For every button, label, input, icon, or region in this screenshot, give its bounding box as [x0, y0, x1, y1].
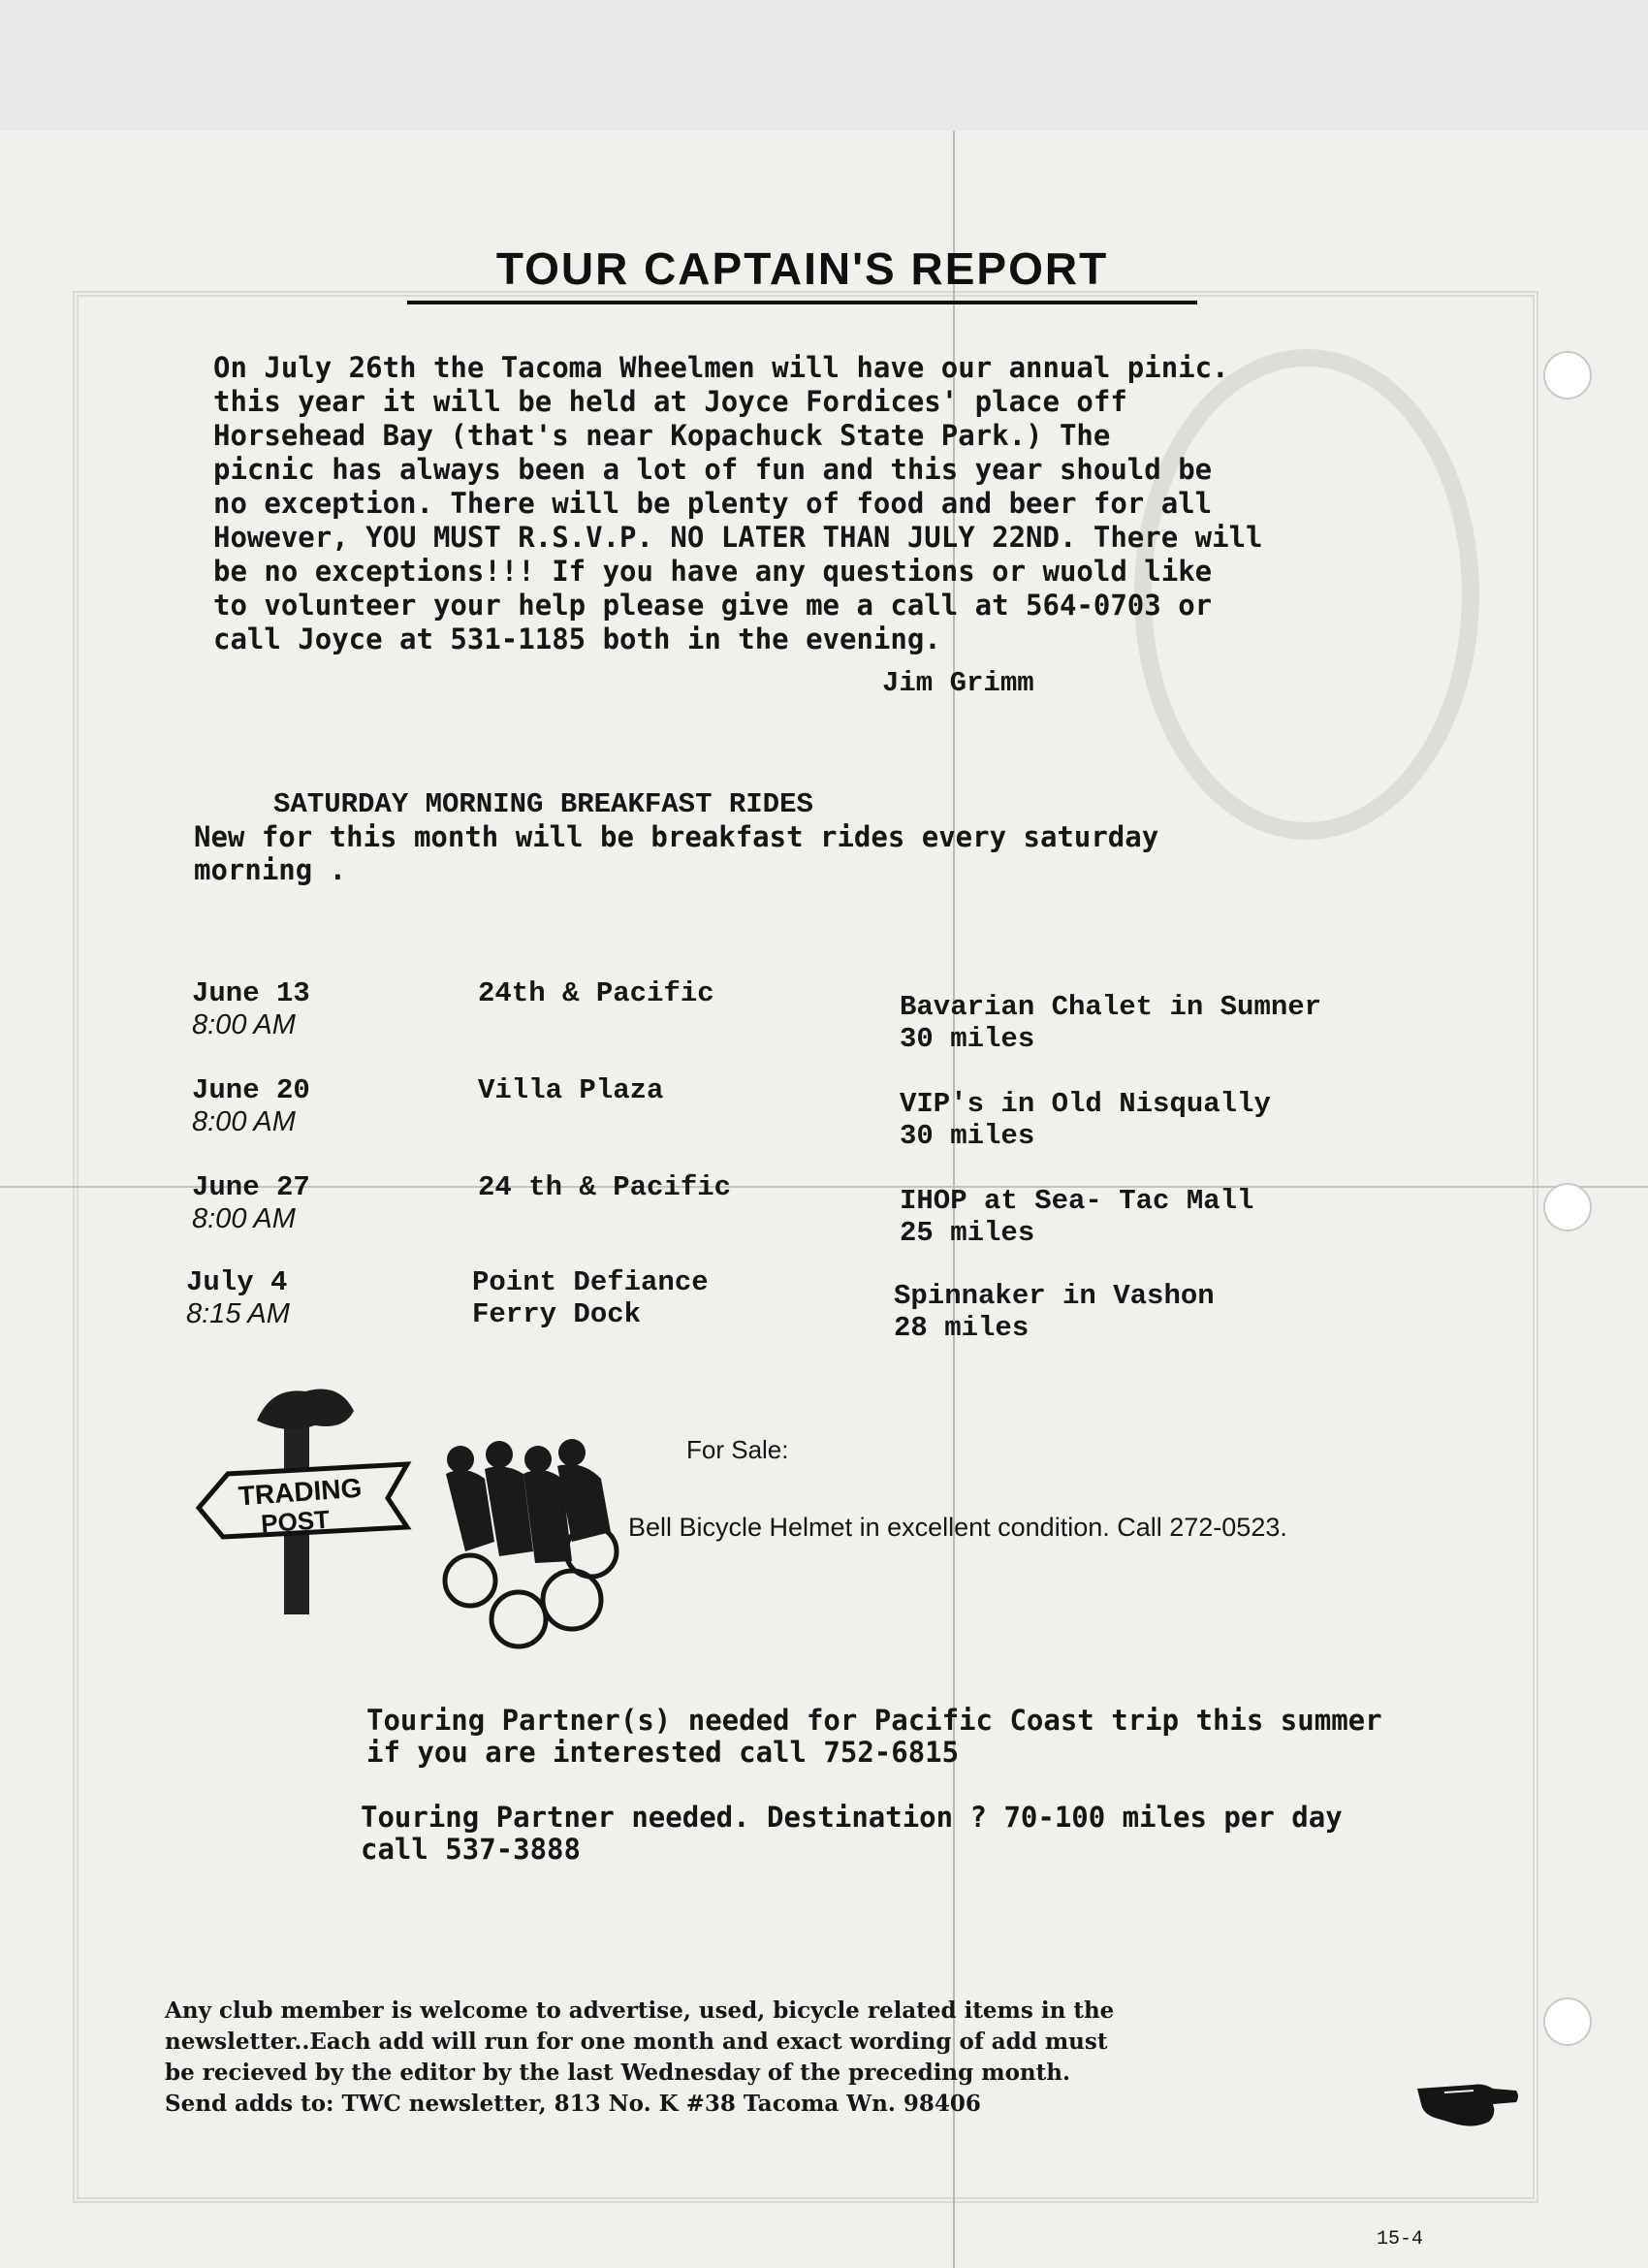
picnic-announcement: On July 26th the Tacoma Wheelmen will have our annual pinic. this year it will be held at Joyce Fordices' place off Horsehead Bay (that's near Kopachuck State Park.) The picnic has always been a lot of fun and this year should be no exception. There will be plenty of food and beer for all However, YOU MUST R.S.V.P. NO LATER THAN JULY 22ND. There will be no exceptions!!! If you have any questions or wuold like to volunteer your help please give me a call at 564-0703 or call Joyce at 531-1185 both in the evening. [213, 351, 1263, 655]
ride-start: 24th & Pacific [478, 977, 714, 1009]
ride-destination: Spinnaker in Vashon [894, 1280, 1215, 1312]
ride-destination: Bavarian Chalet in Sumner [900, 991, 1322, 1023]
ride-distance: 28 miles [894, 1312, 1030, 1344]
ride-destination: VIP's in Old Nisqually [900, 1088, 1271, 1120]
pointing-hand-icon [1415, 2075, 1522, 2133]
ride-date: June 27 [192, 1171, 310, 1203]
ride-date: July 4 [186, 1266, 288, 1298]
ride-distance: 30 miles [900, 1023, 1035, 1055]
punch-hole-top [1543, 351, 1592, 399]
breakfast-rides-intro: New for this month will be breakfast rides every saturday morning . [194, 820, 1159, 886]
title-underline [407, 301, 1197, 304]
page-title: TOUR CAPTAIN'S REPORT [495, 243, 1109, 294]
ride-distance: 25 miles [900, 1217, 1035, 1249]
ride-start: 24 th & Pacific [478, 1171, 732, 1203]
ride-date: June 20 [192, 1074, 310, 1106]
trading-post-line1: TRADING [237, 1472, 364, 1512]
touring-partner-ad-1: Touring Partner(s) needed for Pacific Coast trip this summer if you are interested call 752-6815 [366, 1704, 1382, 1769]
for-sale-ad: Bell Bicycle Helmet in excellent condition. Call 272-0523. [628, 1513, 1287, 1542]
touring-partner-ad-2: Touring Partner needed. Destination ? 70-100 miles per day call 537-3888 [361, 1801, 1343, 1866]
trading-post-line2: POST [260, 1504, 331, 1539]
ride-time: 8:00 AM [192, 1009, 296, 1040]
ride-time: 8:15 AM [186, 1298, 290, 1329]
cyclists-illustration-icon [427, 1435, 630, 1658]
ride-time: 8:00 AM [192, 1106, 296, 1137]
ride-distance: 30 miles [900, 1120, 1035, 1152]
page-number: 15-4 [1377, 2228, 1424, 2251]
ride-time: 8:00 AM [192, 1203, 296, 1234]
advertising-notice: Any club member is welcome to advertise, used, bicycle related items in the newsletter..Each add will run for one month and exact wording of add must be recieved by the editor by the last Wednesday of the preceding month. Send adds to: TWC newsletter, 813 No. K #38 Tacoma Wn. 98406 [165, 1997, 1115, 2117]
ride-destination: IHOP at Sea- Tac Mall [900, 1185, 1254, 1217]
author-signature: Jim Grimm [882, 667, 1034, 699]
breakfast-rides-heading: SATURDAY MORNING BREAKFAST RIDES [273, 788, 813, 820]
ride-date: June 13 [192, 977, 310, 1009]
trading-post-sign-icon [189, 1382, 422, 1634]
ride-start: Point Defiance Ferry Dock [472, 1266, 709, 1330]
punch-hole-bottom [1543, 1997, 1592, 2046]
ride-start: Villa Plaza [478, 1074, 664, 1106]
for-sale-label: For Sale: [686, 1435, 789, 1464]
